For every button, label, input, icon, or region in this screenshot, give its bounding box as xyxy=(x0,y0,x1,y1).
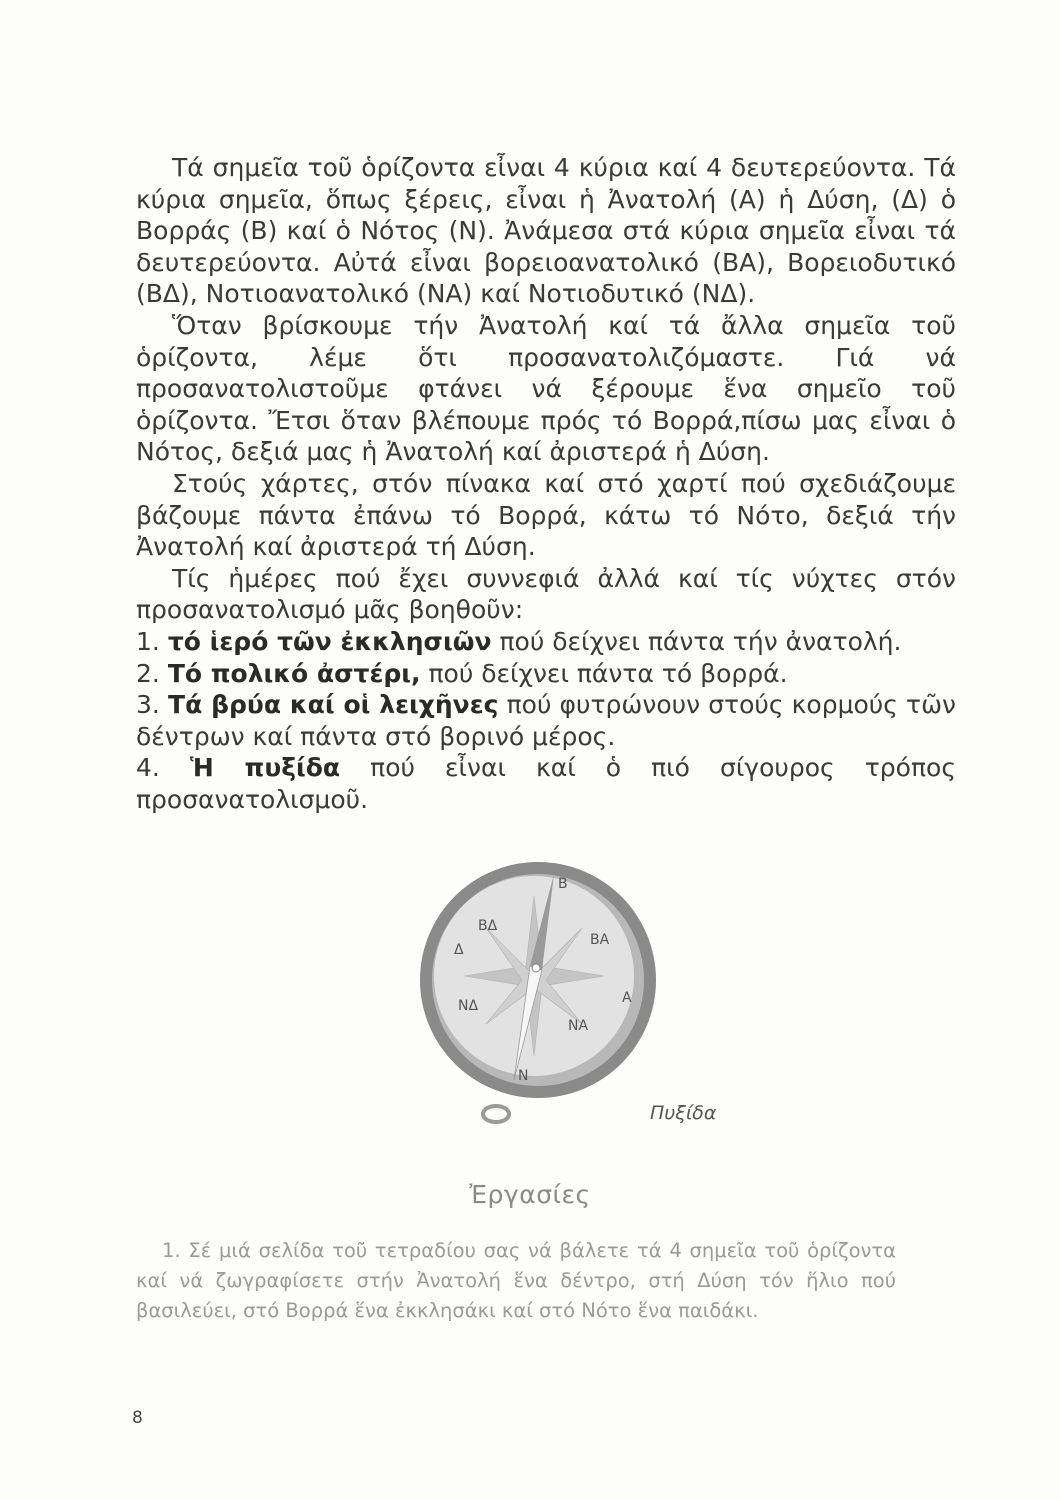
label-se: ΝΑ xyxy=(568,1018,589,1034)
list-item: 4. Ἡ πυξίδα πού εἶναι καί ὁ πιό σίγουρος τρόπος προσανατολισμοῦ. xyxy=(136,753,956,814)
exercises-title: Ἐργασίες xyxy=(469,1180,591,1209)
list-item: 1. τό ἱερό τῶν ἐκκλησιῶν πού δείχνει πάντα τήν ἀνατολή. xyxy=(136,626,902,656)
label-sw: ΝΔ xyxy=(458,998,479,1014)
compass-caption: Πυξίδα xyxy=(650,1102,717,1124)
label-e: Α xyxy=(622,990,632,1006)
label-n: Β xyxy=(558,876,568,892)
list-item: 3. Τά βρύα καί οἱ λειχῆνες πού φυτρώνουν στούς κορμούς τῶν δέντρων καί πάντα στό βορινό μέρος. xyxy=(136,690,956,751)
paragraph-orientation: Ὅταν βρίσκουμε τήν Ἀνατολή καί τά ἄλλα σημεῖα τοῦ ὁρίζοντα, λέμε ὅτι προσανατολιζόμαστε. Γιά νά προσανατολιστοῦμε φτάνει νά ξέρουμε ἕνα σημεῖο τοῦ ὁρίζοντα. Ἔτσι ὅταν βλέπουμε πρός τό Βορρά,πίσω μας εἶναι ὁ Νότος, δεξιά μας ἡ Ἀνατολή καί ἀριστερά ἡ Δύση. xyxy=(136,310,956,467)
main-text xyxy=(136,152,956,815)
label-ne: ΒΑ xyxy=(590,932,610,948)
label-s: Ν xyxy=(518,1068,529,1084)
paragraph-cardinal-points: Τά σημεῖα τοῦ ὁρίζοντα εἶναι 4 κύρια καί 4 δευτερεύοντα. Τά κύρια σημεῖα, ὅπως ξέρεις, εἶναι ἡ Ἀνατολή (Α) ἡ Δύση, (Δ) ὁ Βορράς (Β) καί ὁ Νότος (Ν). Ἀνάμεσα στά κύρια σημεῖα εἶναι τά δευτερεύοντα. Αὐτά εἶναι βορειοανατολικό (ΒΑ), Βορειοδυτικό (ΒΔ), Νοτιοανατολικό (ΝΑ) καί Νοτιοδυτικό (ΝΔ). xyxy=(136,153,956,309)
compass-loop xyxy=(483,1106,509,1122)
page-number: 8 xyxy=(132,1408,143,1428)
label-w: Δ xyxy=(454,942,464,958)
paragraph-cloudy-days: Τίς ἡμέρες πού ἔχει συννεφιά ἀλλά καί τίς νύχτες στόν προσανατολισμό μᾶς βοηθοῦν: xyxy=(136,563,956,625)
compass-illustration xyxy=(418,840,658,1130)
paragraph-maps: Στούς χάρτες, στόν πίνακα καί στό χαρτί πού σχεδιάζουμε βάζουμε πάντα ἐπάνω τό Βορρά, κάτω τό Νότο, δεξιά τήν Ἀνατολή καί ἀριστερά τή Δύση. xyxy=(136,468,956,562)
exercise-item: 1. Σέ μιά σελίδα τοῦ τετραδίου σας νά βάλετε τά 4 σημεῖα τοῦ ὁρίζοντα καί νά ζωγραφίσετε στήν Ἀνατολή ἕνα δέντρο, στή Δύση τόν ἥλιο πού βασιλεύει, στό Βορρά ἕνα ἐκκλησάκι καί στό Νότο ἕνα παιδάκι. xyxy=(136,1239,897,1322)
list-item: 2. Τό πολικό ἀστέρι, πού δείχνει πάντα τό βορρά. xyxy=(136,658,788,688)
label-nw: ΒΔ xyxy=(478,918,498,934)
